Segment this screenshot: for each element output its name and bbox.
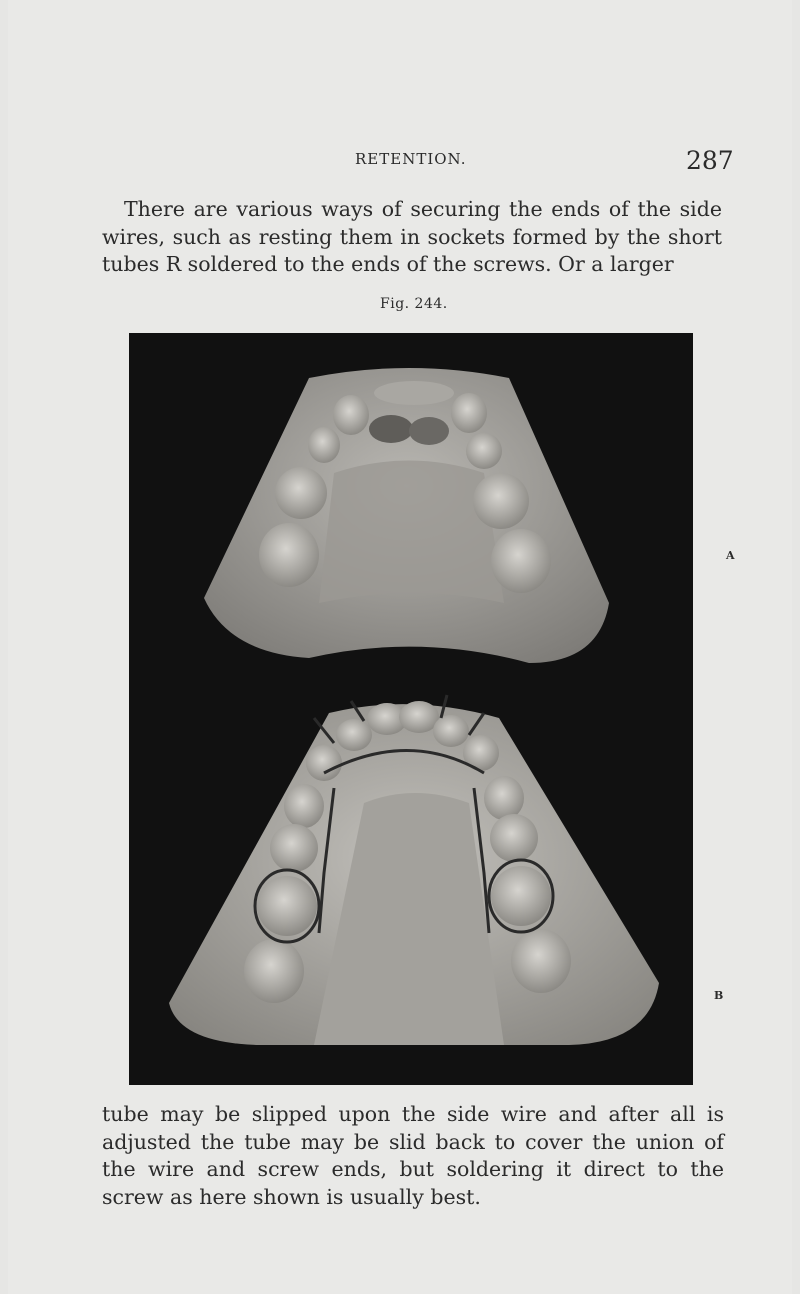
figure-label-a: A [726,549,735,562]
figure-plate [129,333,693,1085]
dental-casts-illustration [129,333,693,1085]
paragraph-top: There are various ways of securing the ends of the side wires, such as resting them in sockets formed by the short tubes R soldered to the ends of the screws. Or a larger [102,197,722,276]
running-header: RETENTION. [355,150,467,168]
lower-dental-cast [169,695,659,1045]
figure-label-b: B [714,989,724,1002]
paragraph-bottom: tube may be slipped upon the side wire and after all is adjusted the tube may be slid back to cover the union of the wire and screw ends, but soldering it direct to the screw as here shown is usually best. [102,1102,724,1209]
figure-caption: Fig. 244. [380,296,448,312]
page-number: 287 [686,146,734,175]
upper-dental-cast [204,368,609,663]
